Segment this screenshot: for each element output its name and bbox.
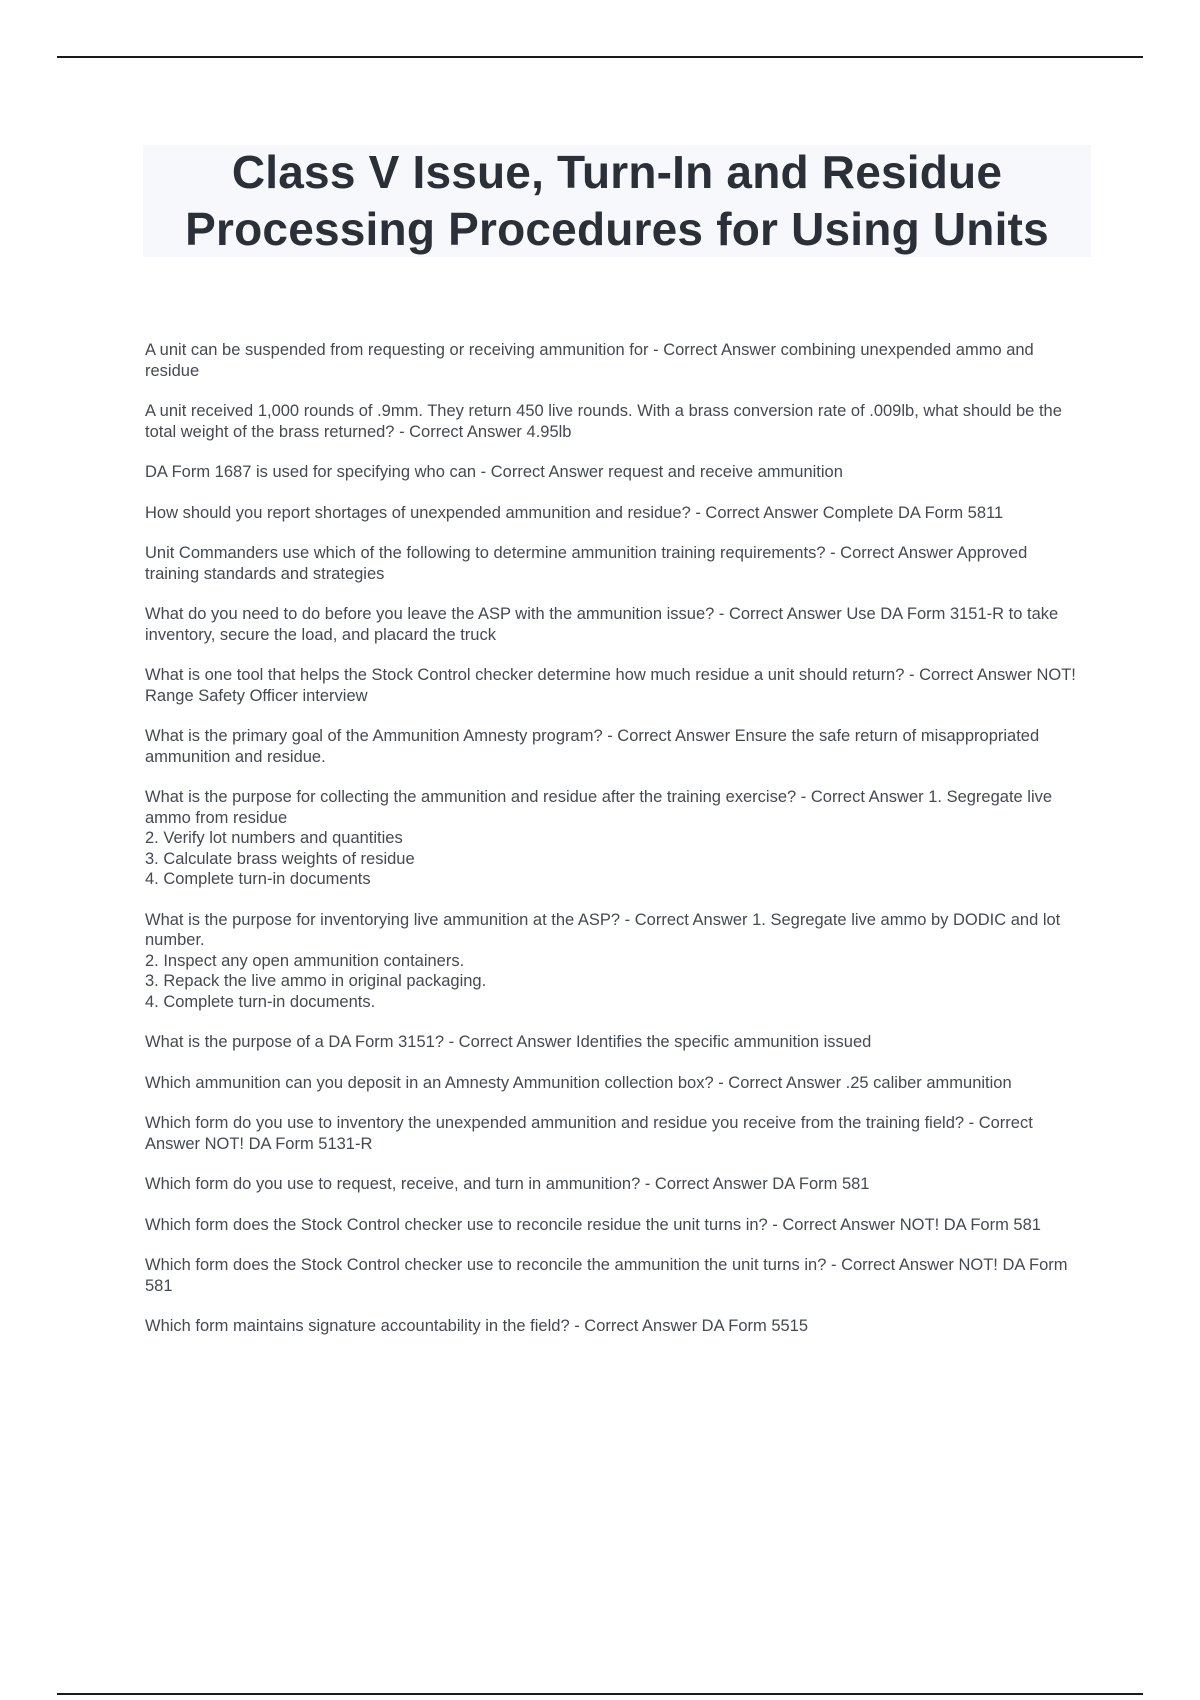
qa-item: What do you need to do before you leave the ASP with the ammunition issue? - Correct Answer Use DA Form 3151-R to take inventory, secure the load, and placard the truck xyxy=(145,605,1059,644)
qa-item: How should you report shortages of unexpended ammunition and residue? - Correct Answer Complete DA Form 5811 xyxy=(145,503,1004,522)
qa-item: Which form do you use to inventory the unexpended ammunition and residue you receive from the training field? - Correct Answer NOT! DA Form 5131-R xyxy=(145,1114,1033,1153)
qa-item: A unit can be suspended from requesting or receiving ammunition for - Correct Answer combining unexpended ammo and residue xyxy=(145,341,1034,380)
qa-item: What is the purpose for inventorying live ammunition at the ASP? - Correct Answer 1. Segregate live ammo by DODIC and lot number. 2. Inspect any open ammunition containers. 3. Repack the live ammo in original packaging. 4. Complete turn-in documents. xyxy=(145,910,1061,1011)
qa-list xyxy=(145,340,1085,1357)
qa-item: What is the primary goal of the Ammunition Amnesty program? - Correct Answer Ensure the safe return of misappropriated ammunition and residue. xyxy=(145,727,1040,766)
qa-item: Which form does the Stock Control checker use to reconcile the ammunition the unit turns in? - Correct Answer NOT! DA Form 581 xyxy=(145,1256,1068,1295)
qa-item: Which ammunition can you deposit in an Amnesty Ammunition collection box? - Correct Answer .25 caliber ammunition xyxy=(145,1073,1012,1092)
title-banner xyxy=(143,145,1091,257)
qa-item: Which form maintains signature accountability in the field? - Correct Answer DA Form 5515 xyxy=(145,1317,809,1335)
qa-item: DA Form 1687 is used for specifying who can - Correct Answer request and receive ammunition xyxy=(145,463,843,481)
qa-item: What is the purpose of a DA Form 3151? - Correct Answer Identifies the specific ammunition issued xyxy=(145,1033,872,1051)
qa-item: Which form does the Stock Control checker use to reconcile residue the unit turns in? - Correct Answer NOT! DA Form 581 xyxy=(145,1215,1041,1234)
qa-item: What is one tool that helps the Stock Control checker determine how much residue a unit should return? - Correct Answer NOT! Range Safety Officer interview xyxy=(145,666,1076,705)
qa-item: Which form do you use to request, receive, and turn in ammunition? - Correct Answer DA Form 581 xyxy=(145,1175,870,1193)
bottom-divider xyxy=(57,1693,1143,1695)
qa-item: Unit Commanders use which of the following to determine ammunition training requirements? - Correct Answer Approved training standards and strategies xyxy=(145,544,1028,583)
qa-item: What is the purpose for collecting the ammunition and residue after the training exercise? - Correct Answer 1. Segregate live ammo from residue 2. Verify lot numbers and quantities 3. Calculate brass weights of residue 4. Complete turn-in documents xyxy=(145,788,1053,888)
qa-item: A unit received 1,000 rounds of .9mm. They return 450 live rounds. With a brass conversion rate of .009lb, what should be the total weight of the brass returned? - Correct Answer 4.95lb xyxy=(145,402,1062,441)
top-divider xyxy=(57,56,1143,58)
document-title: Class V Issue, Turn-In and Residue Processing Procedures for Using Units xyxy=(185,146,1049,255)
